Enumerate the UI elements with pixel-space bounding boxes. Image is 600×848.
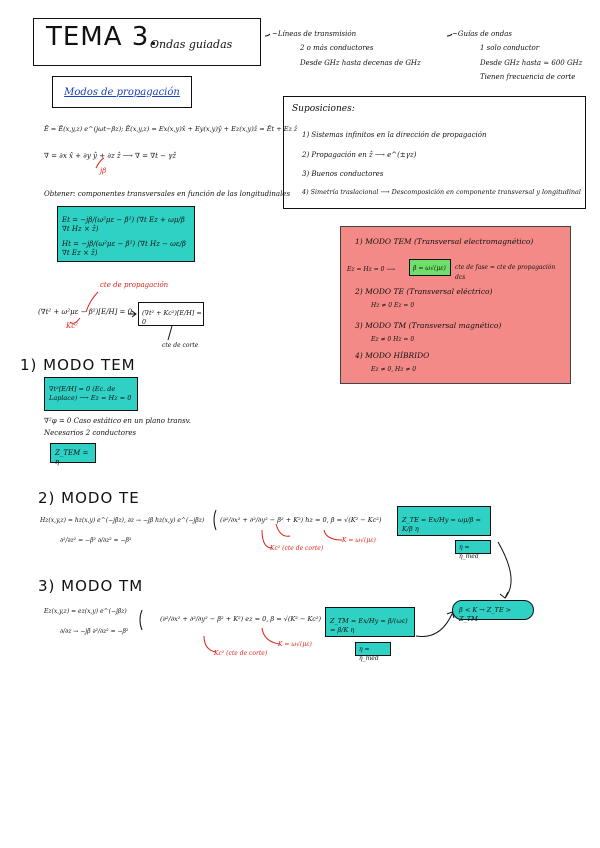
guias-item: 1 solo conductor — [480, 44, 540, 52]
nabla-equation: ∇ = ∂x x̂ + ∂y ŷ + ∂z ẑ ⟶ ∇ = ∇t − γẑ — [44, 152, 177, 160]
lineas-item: Desde GHz hasta decenas de GHz — [300, 59, 421, 67]
tem-laplace-equation: ∇t²[E/H] = 0 (Ec. de Laplace) ⟶ Ez = Hz = 0 — [49, 385, 132, 402]
modo-tem-heading: 1) MODO TEM — [20, 356, 136, 374]
nabla-note: jβ — [100, 167, 107, 175]
tm-k-label: K = ω√(με) — [278, 641, 312, 648]
modo-te-heading: 2) MODO TE — [38, 489, 140, 507]
beta-note: cte de fase = cte de propagación — [455, 264, 556, 271]
suposicion-item: 4) Simetría traslacional ⟶ Descomposición en componente transversal y longitudinal — [302, 188, 581, 196]
summary-te-detail: Hz ≠ 0 Ez = 0 — [371, 302, 415, 309]
beta-equation: β = ω√(με) — [413, 265, 446, 272]
helmholtz-equation: (∇t² + ω²με − β²)[E/H] = 0 — [38, 308, 133, 316]
suposicion-item: 1) Sistemas infinitos en la dirección de propagación — [302, 131, 487, 139]
z-tm-equation: Z_TM = Ex/Hy = β/(ωε) = β/K η — [330, 617, 408, 634]
e-field-equation: Ē = Ē(x,y,z) e^(jωt−βz); Ē(x,y,z) = Ex(x,y)x̂ + Ey(x,y)ŷ + Ez(x,y)ẑ = Ēt + Ez ẑ — [44, 125, 298, 133]
summary-green-left: Ez = Hz = 0 ⟶ — [347, 266, 395, 273]
cte-corte-label: cte de corte — [162, 342, 199, 349]
helmholtz-result: (∇t² + Kc²)[E/H] = 0 — [142, 309, 202, 326]
te-eta-equation: η = η_med — [459, 544, 479, 560]
lineas-item: 2 o más conductores — [300, 44, 374, 52]
et-equation: Et = −jβ/(ω²με − β²) (∇t Ez + ωμ/β ∇t Hz × ẑ) — [62, 216, 185, 233]
comparison-text: β < K → Z_TE > Z_TM — [459, 606, 512, 623]
tm-eta-equation: η = η_med — [359, 646, 379, 662]
tm-equation-2: ∂/∂z → −jβ ∂²/∂z² = −β² — [60, 628, 129, 635]
summary-te-heading: 2) MODO TE (Transversal eléctrico) — [355, 287, 493, 296]
z-tem-equation: Z_TEM = η — [55, 449, 89, 466]
tm-kc-label: Kc² (cte de corte) — [214, 650, 268, 657]
te-equation-2: ∂²/∂z² = −β² ∂/∂z² = −β² — [60, 537, 132, 544]
te-kc-label: Kc² (cte de corte) — [270, 545, 324, 552]
lineas-heading: ~Líneas de transmisión — [272, 30, 357, 38]
te-k-label: K = ω√(με) — [342, 537, 376, 544]
guias-item: Desde GHz hasta ≈ 600 GHz — [480, 59, 583, 67]
summary-hybrid-detail: Ez ≠ 0, Hz ≠ 0 — [371, 366, 417, 373]
summary-tm-detail: Ez ≠ 0 Hz = 0 — [371, 336, 415, 343]
kc-label: Kc² — [66, 322, 78, 330]
summary-tem-heading: 1) MODO TEM (Transversal electromagnético) — [355, 237, 534, 246]
guias-heading: ~Guías de ondas — [452, 30, 513, 38]
guias-item: Tienen frecuencia de corte — [480, 73, 576, 81]
page-title: TEMA 3. — [46, 22, 159, 52]
tem-note: ∇²φ = 0 Caso estático en un plano transv. — [44, 417, 192, 425]
te-equation-3: (∂²/∂x² + ∂²/∂y² − β² + K²) hz = 0, β = √(K² − Kc²) — [220, 516, 382, 524]
obtener-text: Obtener: componentes transversales en función de las longitudinales — [44, 190, 291, 198]
tm-equation-3: (∂²/∂x² + ∂²/∂y² − β² + K²) ez = 0, β = √(K² − Kc²) — [160, 615, 322, 623]
page-subtitle: Ondas guiadas — [150, 38, 233, 51]
ht-equation: Ht = −jβ/(ω²με − β²) (∇t Hz − ωε/β ∇t Ez × ẑ) — [62, 240, 186, 257]
summary-tm-heading: 3) MODO TM (Transversal magnético) — [355, 321, 502, 330]
modo-tm-heading: 3) MODO TM — [38, 577, 144, 595]
tm-equation-1: Ez(x,y,z) = ez(x,y) e^(−jβz) — [44, 608, 127, 615]
z-te-equation: Z_TE = Ex/Hy = ωμ/β = K/β η — [402, 516, 481, 533]
beta-note2: dcs — [455, 274, 466, 281]
suposicion-item: 2) Propagación en ẑ ⟶ e^(±γz) — [302, 151, 417, 159]
modos-propagacion-label: Modos de propagación — [52, 76, 192, 108]
suposiciones-title: Suposiciones: — [292, 104, 355, 114]
summary-hybrid-heading: 4) MODO HÍBRIDO — [355, 351, 430, 360]
cte-propagacion-label: cte de propagación — [100, 281, 169, 289]
tem-note: Necesarios 2 conductores — [44, 429, 137, 437]
suposicion-item: 3) Buenos conductores — [302, 170, 384, 178]
te-equation-1: Hz(x,y,z) = hz(x,y) e^(−jβz), ∂z → −jβ hz(x,y) e^(−jβz) — [40, 517, 205, 524]
